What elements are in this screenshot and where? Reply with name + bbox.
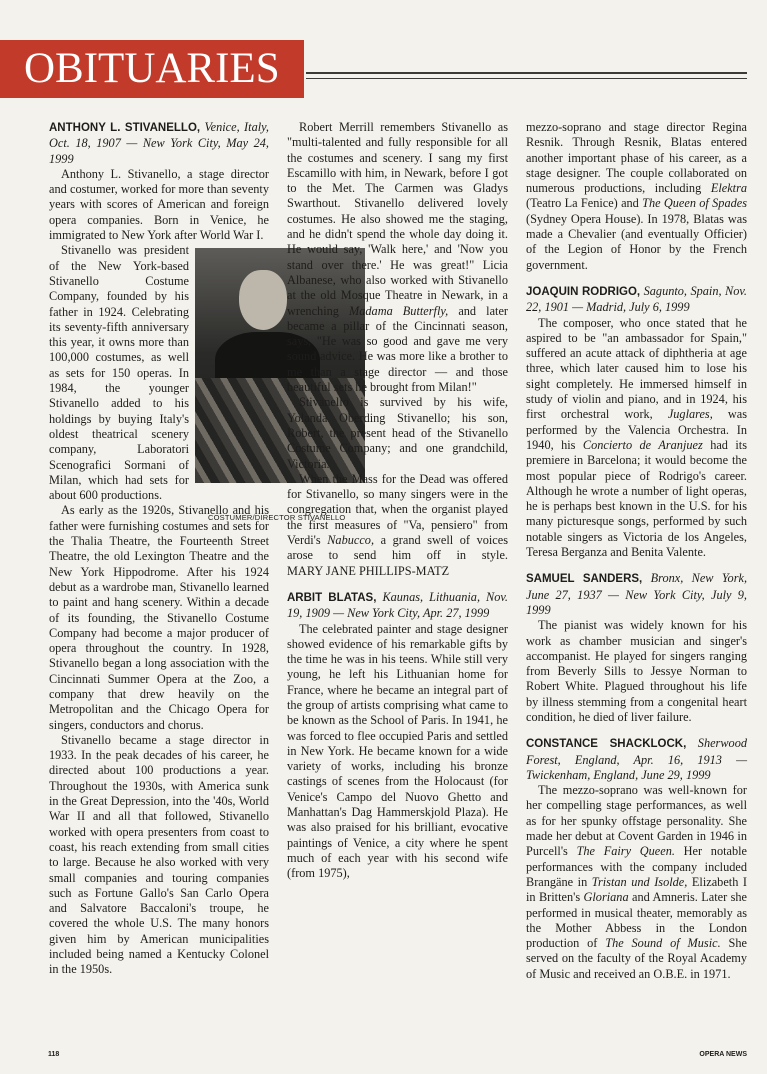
obituary-heading bbox=[526, 736, 747, 783]
obituary-name: ARBIT BLATAS, bbox=[287, 591, 377, 604]
obituary-name: ANTHONY L. STIVANELLO, bbox=[49, 122, 201, 134]
obituary-dates: Sagunto, Spain, Nov. 22, 1901 — Madrid, July 6, 1999 bbox=[526, 283, 748, 315]
paragraph: Stivanello became a stage director in 1933. In the peak decades of his career, he directed about 100 productions a year. Throughout the 1930s, with America sunk in the Great Depression, into the '40s, World War II and all that followed, Stivanello worked with opera presenters from coast to coast, his reach extending from small cities to large. Because he also worked with very small companies and touring companies such as Fortune Gallo's San Carlo Opera and Salvatore Baccaloni's troupe, he covered the whole U.S. The many honors given him by American municipalities included being named a Kentucky Colonel in the 1950s. bbox=[49, 732, 269, 977]
section-banner bbox=[0, 40, 304, 98]
magazine-name: OPERA NEWS bbox=[699, 1051, 747, 1058]
paragraph: The pianist was widely known for his work as chamber musician and singer's accompanist. He played for singers ranging from Beverly Sills to Jessye Norman to Robert White. Plagued throughout his life by illness stemming from a congenital heart condition, he died of liver failure. bbox=[526, 618, 747, 724]
paragraph: The composer, who once stated that he aspired to be "an ambassador for Spain," suffered an acute attack of diphtheria at age three, which later caused him to lose his sight completely. He immersed himself in study of violin and piano, and in 1924, his first orchestral work, Juglares, was performed by the Valencia Orchestra. In 1940, his Concierto de Aranjuez had its premiere in Barcelona; it would become the most popular piece of Rodrigo's career. Although he wrote a number of light operas, he is perhaps best known in the U.S. for his many picturesque songs, performed by such notable singers as Victoria de los Angeles, Teresa Berganza and Benita Valente. bbox=[526, 315, 747, 560]
obituary-dates: Bronx, New York, June 27, 1937 — New York City, July 9, 1999 bbox=[526, 571, 748, 617]
page-number: 118 bbox=[48, 1051, 60, 1058]
obituary-dates: Sherwood Forest, England, Apr. 16, 1913 — Twickenham, England, June 29, 1999 bbox=[526, 736, 747, 782]
paragraph: As early as the 1920s, Stivanello and his father were furnishing costumes and sets for the Thalia Theatre, the Fourteenth Street Theatre, the old Lexington Theatre and the New York Hippodrome. After his 1924 debut as a wardrobe man, Stivanello learned to paint and hang scenery. Within a decade of its founding, the Stivanello Costume Company had become a major producer of opera throughout the country. In 1928, Stivanello began a long association with the Cincinnati Summer Opera at the Zoo, a company that drew heavily on the Metropolitan and the Chicago Opera for singers, conductors and chorus. bbox=[49, 503, 269, 732]
paragraph: The mezzo-soprano was well-known for her compelling stage performances, as well as for her spunky offstage personality. She made her debut at Covent Garden in 1946 in Purcell's The Fairy Queen. Her notable performances with the company included Brangäne in Tristan und Isolde, Elizabeth I in Britten's Gloriana and Amneris. Later she performed in musical theater, memorably as the Mother Abbess in the London production of The Sound of Music. She served on the faculty of the Royal Academy of Music and received an O.B.E. in 1971. bbox=[526, 783, 747, 981]
column-2 bbox=[287, 120, 508, 882]
header-rule-thin bbox=[306, 78, 747, 79]
obituary-dates: Kaunas, Lithuania, Nov. 19, 1909 — New York City, Apr. 27, 1999 bbox=[287, 589, 509, 621]
header-rule bbox=[306, 72, 747, 74]
obituary-name: CONSTANCE SHACKLOCK, bbox=[526, 738, 687, 751]
obituary-name: SAMUEL SANDERS, bbox=[526, 573, 643, 586]
paragraph: Stivanello was president of the New York-based Stivanello Costume Company, founded by his father in 1924. Celebrating its seventy-fifth anniversary this year, it owns more than 100,000 costumes, as well as sets for 150 operas. In 1984, the younger Stivanello added to his holdings by buying Italy's oldest theatrical scenery company, Laboratori Scenografici Sormani of Milan, which had sets for about 600 productions. bbox=[49, 243, 189, 503]
paragraph: Robert Merrill remembers Stivanello as "multi-talented and fully responsible for all the costumes and scenery. I sang my first Escamillo with him, in Newark, before I got to the Met. The Carmen was Gladys Swarthout. Stivanello delivered lovely costumes. He also showed me the staging, and he didn't spend the whole day doing it. He would say, 'Walk here,' and 'Now you stand over there.' He was great!" Licia Albanese, who also worked with Stivanello at the old Mosque Theatre in Newark, in a wrenching Madama Butterfly, and later became a pillar of the Cincinnati season, says, "He was so good and gave me very sound advice. He was more like a brother to me than a stage director — and those beautiful sets he brought from Milan!" bbox=[287, 120, 509, 395]
paragraph: When the Mass for the Dead was offered for Stivanello, so many singers were in the congregation that, when the organist played the first measures of "Va, pensiero" from Verdi's Nabucco, a grand swell of voices arose to send him off in style. MARY JANE PHILLIPS-MATZ bbox=[287, 471, 509, 578]
obituary-heading bbox=[526, 571, 747, 618]
photo-face bbox=[239, 270, 287, 330]
obituary-heading bbox=[49, 120, 269, 167]
banner-title: OBITUARIES bbox=[24, 45, 280, 92]
paragraph: Anthony L. Stivanello, a stage director and costumer, worked for more than seventy years with scores of American and foreign opera companies. Born in Venice, he immigrated to New York after World War I. bbox=[49, 166, 269, 243]
paragraph: mezzo-soprano and stage director Regina Resnik. Through Resnik, Blatas entered another important phase of his career, as a stage designer. The couple collaborated on numerous productions, including Elektra (Teatro La Fenice) and The Queen of Spades (Sydney Opera House). In 1978, Blatas was made a Chevalier (and eventually Officier) of the Legion of Honor by the French government. bbox=[526, 120, 748, 272]
obituary-heading bbox=[526, 284, 747, 316]
obituary-dates: Venice, Italy, Oct. 18, 1907 — New York City, May 24, 1999 bbox=[49, 120, 269, 166]
paragraph: The celebrated painter and stage designer showed evidence of his remarkable gifts by the time he was in his teens. While still very young, he left his Lithuanian home for France, where he became an integral part of the group of artists comprising what came to be known as the School of Paris. In 1941, he was forced to flee occupied Paris and settled in New York. He became known for a wide variety of works, including his bronze castings of scenes from the Holocaust (for Venice's Campo del Nuovo Ghetto and Manhattan's Dag Hammerskjold Plaza). He was also praised for his brilliant, evocative paintings of Venice, a city where he spent much of each year with his second wife (from 1975), bbox=[287, 621, 508, 881]
obituary-name: JOAQUIN RODRIGO, bbox=[526, 285, 641, 298]
column-3 bbox=[526, 120, 747, 982]
photo-caption: COSTUMER/DIRECTOR STIVANELLO bbox=[208, 513, 346, 522]
paragraph: Stivanello is survived by his wife, Yolanda Oberding Stivanello; his son, Robert, the present head of the Stivanello Costume Company; and one grandchild, Victoria. bbox=[287, 395, 508, 471]
author-signature: MARY JANE PHILLIPS-MATZ bbox=[287, 563, 450, 578]
obituary-heading bbox=[287, 590, 508, 622]
